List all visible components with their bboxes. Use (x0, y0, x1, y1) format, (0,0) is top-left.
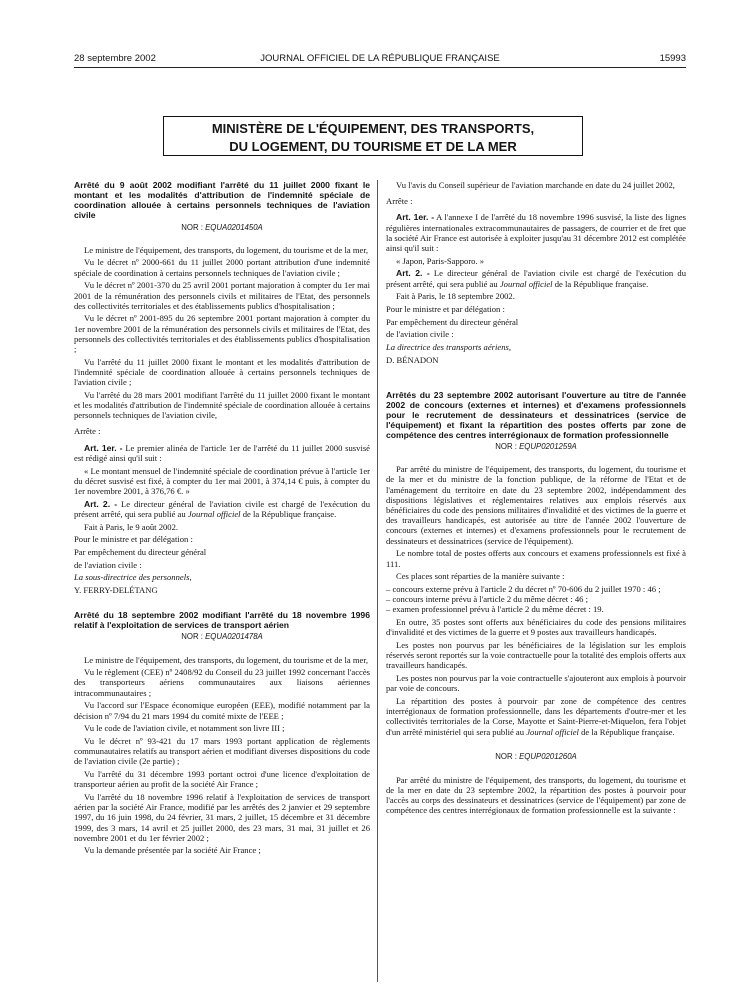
text1-title: Arrêté du 9 août 2002 modifiant l'arrêté du 11 juillet 2000 fixant le montant et les modalités d'attribution de l'indemnité spéciale de coordination allouée à certains personnels techniques de l'aviation civile (74, 180, 370, 220)
header-rule (74, 67, 686, 68)
text2-arrete: Arrête : (386, 196, 413, 207)
header-date: 28 septembre 2002 (74, 53, 156, 64)
text2-art1-label: Art. 1er. - (396, 212, 435, 223)
text2-sig-4: La directrice des transports aériens, (386, 342, 511, 353)
text3-p7: La répartition des postes à pourvoir par zone de compétence des centres interrégionaux de formation professionnelle, dans les départements d'outre-mer et les collectivités territoriales de la Corse, Mayotte et Saint-Pierre-et-Miquelon, fera l'objet d'un arrêté ministériel qui sera publié au Journal officiel de la République française. (386, 696, 686, 737)
text2-nor: NOR : EQUA0201478A (181, 632, 263, 642)
ministry-heading (163, 116, 583, 156)
text3-list (386, 584, 686, 615)
list-item: – concours externe prévu à l'article 2 du décret nº 70-606 du 2 juillet 1970 : 46 ; (386, 583, 661, 594)
column-divider (377, 180, 378, 982)
text1-p4: Vu le décret nº 2001-895 du 26 septembre 2001 portant majoration à compter du 1er novembre 2001 de la rémunération des personnels civils et militaires de l'Etat, des personnels des collectivités territoriales et des établissements publics d'hospitalisation ; (74, 313, 370, 355)
text3-nor-2: NOR : EQUP0201260A (495, 752, 577, 762)
text1-sig-1: Pour le ministre et par délégation : (74, 534, 193, 545)
list-item: – concours interne prévu à l'article 2 du même décret : 46 ; (386, 594, 588, 605)
text3-p3: Ces places sont réparties de la manière suivante : (396, 571, 565, 582)
right-column (386, 180, 686, 818)
text3-p2: Le nombre total de postes offerts aux concours et examens professionnels est fixé à 111. (386, 548, 686, 569)
text3-p1: Par arrêté du ministre de l'équipement, des transports, du logement, du tourisme et de la mer et du ministre de la fonction publique, de la réforme de l'Etat et de l'aménagement du territoire en date du 23 septembre 2002, indépendamment des dispositions législatives et réglementaires relatives aux emplois réservés aux bénéficiaires du code des pensions militaires d'invalidité et des victimes de la guerre et des travailleurs handicapés, est autorisée au titre de l'année 2002 l'ouverture de concours (externes et internes) et d'examens professionnels pour le recrutement de dessinateurs et dessinatrices (service de l'équipement). (386, 464, 686, 546)
ministry-line-1: MINISTÈRE DE L'ÉQUIPEMENT, DES TRANSPORTS, (211, 121, 535, 136)
text1-p1: Le ministre de l'équipement, des transports, du logement, du tourisme et de la mer, (84, 244, 369, 255)
text2-p1: Le ministre de l'équipement, des transports, du logement, du tourisme et de la mer, (84, 654, 369, 665)
spacer (386, 739, 686, 751)
text1-sig-4: La sous-directrice des personnels, (74, 572, 192, 583)
text3-nor2-code: EQUP0201260A (519, 752, 577, 762)
text2-art2-label: Art. 2. - (396, 268, 430, 279)
spacer (386, 368, 686, 390)
text2-p5: Vu le décret nº 93-421 du 17 mars 1993 portant application de règlements communautaires relatifs au transport aérien et modifiant diverses dispositions du code de l'aviation civile (2e partie) ; (74, 735, 370, 767)
text1-p6: Vu l'arrêté du 28 mars 2001 modifiant l'arrêté du 11 juillet 2000 fixant le montant et les modalités d'attribution de l'indemnité spéciale de coordination allouée à certains personnels techniques de l'aviation civile, (74, 389, 370, 421)
text3-p4: En outre, 35 postes sont offerts aux bénéficiaires du code des pensions militaires d'invalidité et des victimes de la guerre et 9 postes aux travailleurs handicapés. (386, 617, 686, 638)
text2-p2: Vu le règlement (CEE) nº 2408/92 du Conseil du 23 juillet 1992 concernant l'accès des transporteurs aériens communautaires aux liaisons aériennes intracommunautaires ; (74, 667, 370, 698)
text1-signatory: Y. FERRY-DELÉTANG (74, 585, 158, 596)
text1-nor: NOR : EQUA0201450A (181, 222, 263, 232)
text3-p8: Par arrêté du ministre de l'équipement, des transports, du logement, du tourisme et de la mer en date du 23 septembre 2002, la répartition des postes à pourvoir pour l'accès au corps des dessinateurs et dessinatrices (service de l'équipement) par zone de compétence des centres interrégionaux de formation professionnelle est la suivante : (386, 774, 686, 816)
text1-p2: Vu le décret nº 2000-661 du 11 juillet 2000 portant attribution d'une indemnité spéciale de coordination à certains personnels techniques de l'aviation civile ; (74, 257, 370, 278)
text2-p4: Vu le code de l'aviation civile, et notamment son livre III ; (84, 723, 285, 734)
text3-nor-code: EQUP0201259A (519, 442, 577, 452)
text1-p5: Vu l'arrêté du 11 juillet 2000 fixant le montant et les modalités d'attribution de l'indemnité spéciale de coordination allouée à certains personnels techniques de l'aviation civile ; (74, 356, 370, 388)
text2-nor-code: EQUA0201478A (205, 632, 263, 642)
spacer (74, 598, 370, 610)
list-item: – examen professionnel prévu à l'article 2 du même décret : 19. (386, 604, 604, 615)
text1-art1-label: Art. 1er. - (84, 442, 123, 453)
text2-p7: Vu l'arrêté du 18 novembre 1996 relatif à l'exploitation de services de transport aérien par la société Air France, modifié par les arrêtés des 2 janvier et 29 septembre 1997, du 16 juin 1998, du 24 février, 31 mars, 2 juillet, 15 décembre et 31 décembre 1999, des 3 mars, 14 avril et 25 juillet 2000, des 23 mars, 31 mai, 31 juillet et 26 novembre 2001 et du 1er février 2002 ; (74, 791, 370, 843)
text2-sig-2: Par empêchement du directeur général (386, 316, 519, 327)
text1-arrete: Arrête : (74, 426, 101, 437)
text3-p5: Les postes non pourvus par les bénéficiaires de la législation sur les emplois réservés seront reportés sur la voie contractuelle pour la totalité des emplois offerts aux travailleurs handicapés. (386, 640, 686, 671)
header-page-number: 15993 (659, 53, 686, 64)
text2-art2: Art. 2. - Le directeur général de l'aviation civile est chargé de l'exécution du présent arrêté, qui sera publié au Journal officiel de la République française. (386, 268, 686, 289)
text2-title: Arrêté du 18 septembre 2002 modifiant l'arrêté du 18 novembre 1996 relatif à l'exploitation de services de transport aérien (74, 609, 370, 630)
text3-nor: NOR : EQUP0201259A (495, 442, 577, 452)
text2-sig-1: Pour le ministre et par délégation : (386, 304, 505, 315)
text1-done: Fait à Paris, le 9 août 2002. (84, 521, 179, 532)
ministry-line-2: DU LOGEMENT, DU TOURISME ET DE LA MER (229, 139, 517, 154)
text2-sig-3: de l'aviation civile : (386, 329, 454, 340)
text2-p8: Vu la demande présentée par la société Air France ; (84, 845, 261, 856)
text1-sig-2: Par empêchement du directeur général (74, 546, 207, 557)
text2-p3: Vu l'accord sur l'Espace économique européen (EEE), modifié notamment par la décision nº 7/94 du 21 mars 1994 du comité mixte de l'EEE ; (74, 700, 370, 721)
text1-sig-3: de l'aviation civile : (74, 559, 142, 570)
page-header (74, 52, 686, 66)
text2-quote: « Japon, Paris-Sapporo. » (396, 255, 485, 266)
text3-title: Arrêtés du 23 septembre 2002 autorisant l'ouverture au titre de l'année 2002 de concours (externes et internes) et d'examens professionnels pour le recrutement de dessinateurs et dessinatrices (service de l'équipement) et fixant la répartition des postes offerts par zone de compétence des centres interrégionaux de formation professionnelle (386, 389, 686, 440)
left-column (74, 180, 370, 858)
text1-quote: « Le montant mensuel de l'indemnité spéciale de coordination prévue à l'article 1er du décret susvisé est fixé, à compter du 1er mai 2001, à 374,14 € puis, à compter du 1er novembre 2001, à 376,76 €. » (74, 465, 370, 496)
text1-art2-label: Art. 2. - (84, 498, 118, 509)
text1-art2: Art. 2. - Le directeur général de l'aviation civile est chargé de l'exécution du présent arrêté, qui sera publié au Journal officiel de la République française. (74, 498, 371, 519)
text2-art1: Art. 1er. - A l'annexe I de l'arrêté du 18 novembre 1996 susvisé, la liste des lignes régulières internationales extracommunautaires de passagers, de courrier et de fret que la société Air France est autorisée à exploiter jusqu'au 31 décembre 2012 est complétée ainsi qu'il suit : (386, 212, 686, 254)
text1-nor-code: EQUA0201450A (205, 222, 263, 232)
text2-p9: Vu l'avis du Conseil supérieur de l'aviation marchande en date du 24 juillet 2002, (396, 180, 675, 190)
text2-p6: Vu l'arrêté du 31 décembre 1993 portant octroi d'une licence d'exploitation de transporteur aérien au profit de la société Air France ; (74, 769, 370, 790)
text3-p6: Les postes non pourvus par la voie contractuelle s'ajouteront aux emplois à pourvoir par voie de concours. (386, 673, 686, 694)
text1-p3: Vu le décret nº 2001-370 du 25 avril 2001 portant majoration à compter du 1er mai 2001 de la rémunération des personnels civils et militaires de l'Etat, des personnels des collectivités territoriales et des établissements publics d'hospitalisation ; (74, 280, 370, 311)
text2-done: Fait à Paris, le 18 septembre 2002. (396, 291, 515, 302)
text2-signatory: D. BÉNADON (386, 354, 439, 365)
text1-art1: Art. 1er. - Le premier alinéa de l'article 1er de l'arrêté du 11 juillet 2000 susvisé est rédigé ainsi qu'il suit : (74, 442, 370, 463)
header-journal-title: JOURNAL OFFICIEL DE LA RÉPUBLIQUE FRANÇAISE (260, 53, 500, 64)
